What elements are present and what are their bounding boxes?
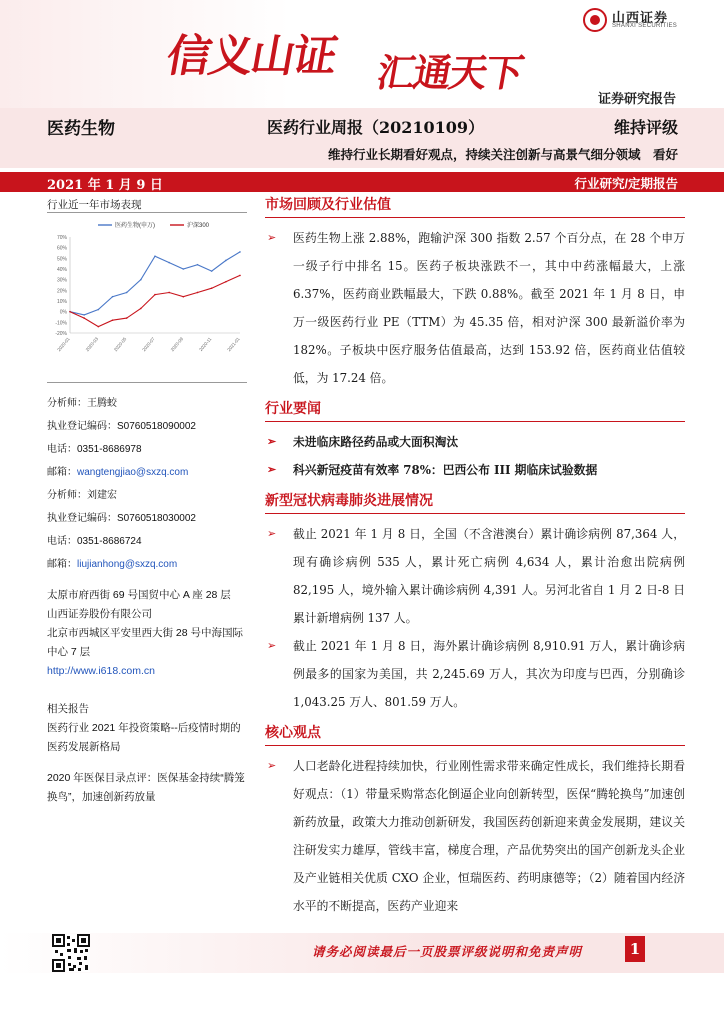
chart-point: [140, 308, 142, 310]
chart-point: [183, 296, 185, 298]
chart-point: [69, 311, 71, 313]
analyst-row: [47, 484, 247, 507]
chart-point: [225, 281, 227, 283]
section-title: 市场回顾及行业估值: [265, 192, 685, 218]
chart-point: [168, 262, 170, 264]
analyst-field-value: 王腾蛟: [87, 398, 117, 409]
chart-point: [225, 260, 227, 262]
report-date: 2021 年 1 月 9 日: [47, 178, 163, 193]
website-link[interactable]: http://www.i618.com.cn: [47, 665, 155, 677]
sector-name: 医药生物: [47, 119, 115, 139]
analyst-row: [47, 415, 247, 438]
address-line: 北京市西城区平安里西大街 28 号中海国际中心 7 层: [47, 627, 244, 658]
chart-series-line-1: [70, 252, 240, 315]
chart-legend-label: 沪深300: [187, 223, 210, 229]
chart-point: [211, 270, 213, 272]
chart-x-tick-label: 2021-01: [226, 336, 241, 353]
analyst-field-value: 0351-8686978: [77, 444, 142, 455]
company-logo-icon: [583, 8, 607, 32]
chart-legend-label: 医药生物(申万): [115, 223, 155, 229]
chart-y-tick-label: 40%: [56, 267, 67, 273]
slogan-calligraphy-2: 汇通天下: [373, 50, 526, 95]
paragraph-text: 未进临床路径药品或大面积淘汰: [293, 435, 459, 449]
bullet-paragraph: [265, 224, 685, 392]
page-number: 1: [625, 936, 645, 962]
chart-y-tick-label: 60%: [56, 245, 67, 252]
chart-point: [154, 294, 156, 296]
market-performance-chart: [40, 215, 245, 365]
chart-y-tick-label: 20%: [56, 288, 67, 295]
analyst-row: [47, 507, 247, 530]
chart-point: [112, 296, 114, 298]
chart-point: [239, 251, 241, 253]
analyst-field-label: 执业登记编码：: [47, 421, 117, 432]
bullet-paragraph: [265, 632, 685, 716]
analyst-email-link[interactable]: wangtengjiao@sxzq.com: [77, 467, 189, 478]
rating-label: 维持评级: [613, 118, 678, 137]
chart-point: [239, 275, 241, 277]
chart-point: [211, 287, 213, 289]
address-line: 山西证券股份有限公司: [47, 608, 152, 620]
related-report-item[interactable]: 医药行业 2021 年投资策略--后疫情时期的医药发展新格局: [47, 722, 241, 753]
chart-point: [98, 309, 100, 311]
chart-x-tick-label: 2020-05: [112, 336, 128, 353]
analyst-row: [47, 438, 247, 461]
company-name-en: SHANXI SECURITIES: [612, 23, 678, 29]
analyst-row: [47, 392, 247, 415]
related-report-item[interactable]: 2020 年医保目录点评：医保基金持续“腾笼换鸟”，加速创新药放量: [47, 772, 245, 803]
chart-x-tick-label: 2020-07: [141, 336, 156, 353]
paragraph-text: 截止 2021 年 1 月 8 日，全国（不含港澳台）累计确诊病例 87,364 人，现有确诊病例 535 人，累计死亡病例 4,634 人，累计治愈出院病例 82,195 人，境外输入累计确诊病例 4,391 人。另河北省自 1 月 2 日-8 日累计新增病例 137 人。: [293, 527, 685, 625]
chart-x-tick-label: 2020-11: [198, 336, 213, 353]
section-title: 新型冠状病毒肺炎进展情况: [265, 488, 685, 514]
chart-x-tick-label: 2020-03: [84, 336, 100, 353]
chart-point: [197, 292, 199, 294]
chart-point: [183, 268, 185, 270]
address-block: [47, 586, 247, 681]
report-type: 行业研究/定期报告: [574, 177, 678, 191]
qr-code-icon[interactable]: [52, 934, 90, 972]
divider: [47, 212, 247, 213]
report-title: 医药行业周报（20210109）: [267, 118, 485, 137]
section-title: 行业要闻: [265, 396, 685, 422]
divider: [47, 382, 247, 383]
chart-point: [140, 279, 142, 281]
slogan-calligraphy-1: 信义山证: [162, 31, 340, 82]
analyst-list: [47, 392, 247, 576]
analyst-row: [47, 553, 247, 576]
report-subtitle: 维持行业长期看好观点，持续关注创新与高景气细分领域 看好: [327, 147, 678, 162]
arrow-bullet-icon: ➢: [267, 435, 277, 448]
analyst-field-value: S0760518030002: [117, 513, 196, 524]
chart-y-tick-label: 50%: [56, 256, 67, 263]
chart-y-tick-label: 30%: [56, 277, 67, 284]
chart-y-tick-label: -10%: [55, 320, 67, 327]
analyst-field-value: S0760518090002: [117, 421, 196, 432]
report-tag: 证券研究报告: [597, 91, 676, 106]
arrow-bullet-icon: ➢: [267, 759, 277, 772]
related-title: 相关报告: [47, 703, 89, 715]
chart-x-tick-label: 2020-01: [56, 336, 71, 353]
bullet-paragraph: [265, 520, 685, 632]
chart-point: [197, 264, 199, 266]
related-reports: [47, 700, 247, 807]
chart-point: [168, 292, 170, 294]
arrow-bullet-icon: ➢: [267, 463, 277, 476]
analyst-email-link[interactable]: liujianhong@sxzq.com: [77, 559, 178, 570]
analyst-field-label: 分析师：: [47, 398, 87, 409]
analyst-field-label: 电话：: [47, 536, 77, 547]
paragraph-text: 人口老龄化进程持续加快，行业刚性需求带来确定性成长，我们维持长期看好观点：（1）带量采购常态化倒逼企业向创新转型，医保“腾轮换鸟”加速创新药放量，政策大力推动创新研发，我国医药创新迎来黄金发展期，建议关注研发实力雄厚，管线丰富，梯度合理，产品优势突出的国产创新龙头企业及产业链相关优质 CXO 企业，恒瑞医药、药明康德等；（2）随着国内经济水平的不断提高，医药产业迎来: [293, 759, 685, 913]
analyst-field-label: 执业登记编码：: [47, 513, 117, 524]
chart-point: [98, 326, 100, 328]
chart-point: [126, 317, 128, 319]
bullet-paragraph: [265, 428, 685, 456]
arrow-bullet-icon: ➢: [267, 639, 277, 652]
section-title: 核心观点: [265, 720, 685, 746]
disclaimer-text: 请务必阅读最后一页股票评级说明和免责声明: [312, 944, 583, 959]
analyst-field-label: 邮箱：: [47, 467, 77, 478]
arrow-bullet-icon: ➢: [267, 527, 277, 540]
chart-point: [83, 314, 85, 316]
analyst-field-value: 0351-8686724: [77, 536, 142, 547]
chart-y-tick-label: 10%: [56, 299, 67, 305]
address-line: 太原市府西街 69 号国贸中心 A 座 28 层: [47, 589, 231, 601]
analyst-row: [47, 461, 247, 484]
paragraph-text: 截止 2021 年 1 月 8 日，海外累计确诊病例 8,910.91 万人，累计确诊病例最多的国家为美国，共 2,245.69 万人，其次为印度与巴西，分别确诊 1,043.25 万人、801.59 万人。: [293, 639, 685, 709]
arrow-bullet-icon: ➢: [267, 231, 277, 244]
paragraph-text: 医药生物上涨 2.88%，跑输沪深 300 指数 2.57 个百分点，在 28 个申万一级子行中排名 15。医药子板块涨跌不一，其中中药涨幅最大，上涨 6.37%，医药商业跌幅最大，下跌 0.88%。截至 2021 年 1 月 8 日，申万一级医药行业 PE（TTM）为 45.35 倍，相对沪深 300 最新溢价率为 182%。子板块中医疗服务估值最高，达到 153.92 倍，医药商业估值较低，为 17.24 倍。: [293, 231, 685, 385]
analyst-field-label: 分析师：: [47, 490, 87, 501]
header-banner: [0, 0, 724, 108]
bullet-paragraph: [265, 456, 685, 484]
chart-title: 行业近一年市场表现: [47, 199, 142, 211]
chart-point: [83, 317, 85, 319]
chart-x-tick-label: 2020-09: [169, 336, 185, 353]
paragraph-text: 科兴新冠疫苗有效率 78%：巴西公布 III 期临床试验数据: [293, 463, 598, 477]
chart-point: [154, 255, 156, 257]
analyst-field-label: 邮箱：: [47, 559, 77, 570]
chart-y-tick-label: 0%: [59, 309, 67, 316]
chart-point: [126, 292, 128, 294]
main-content: [265, 192, 685, 920]
analyst-row: [47, 530, 247, 553]
bullet-paragraph: [265, 752, 685, 920]
company-name: 山西证券: [612, 10, 669, 25]
chart-point: [112, 319, 114, 321]
analyst-field-label: 电话：: [47, 444, 77, 455]
analyst-field-value: 刘建宏: [87, 490, 117, 501]
chart-series-line-2: [70, 275, 240, 326]
chart-y-tick-label: -20%: [55, 331, 67, 337]
chart-y-tick-label: 70%: [56, 235, 67, 241]
